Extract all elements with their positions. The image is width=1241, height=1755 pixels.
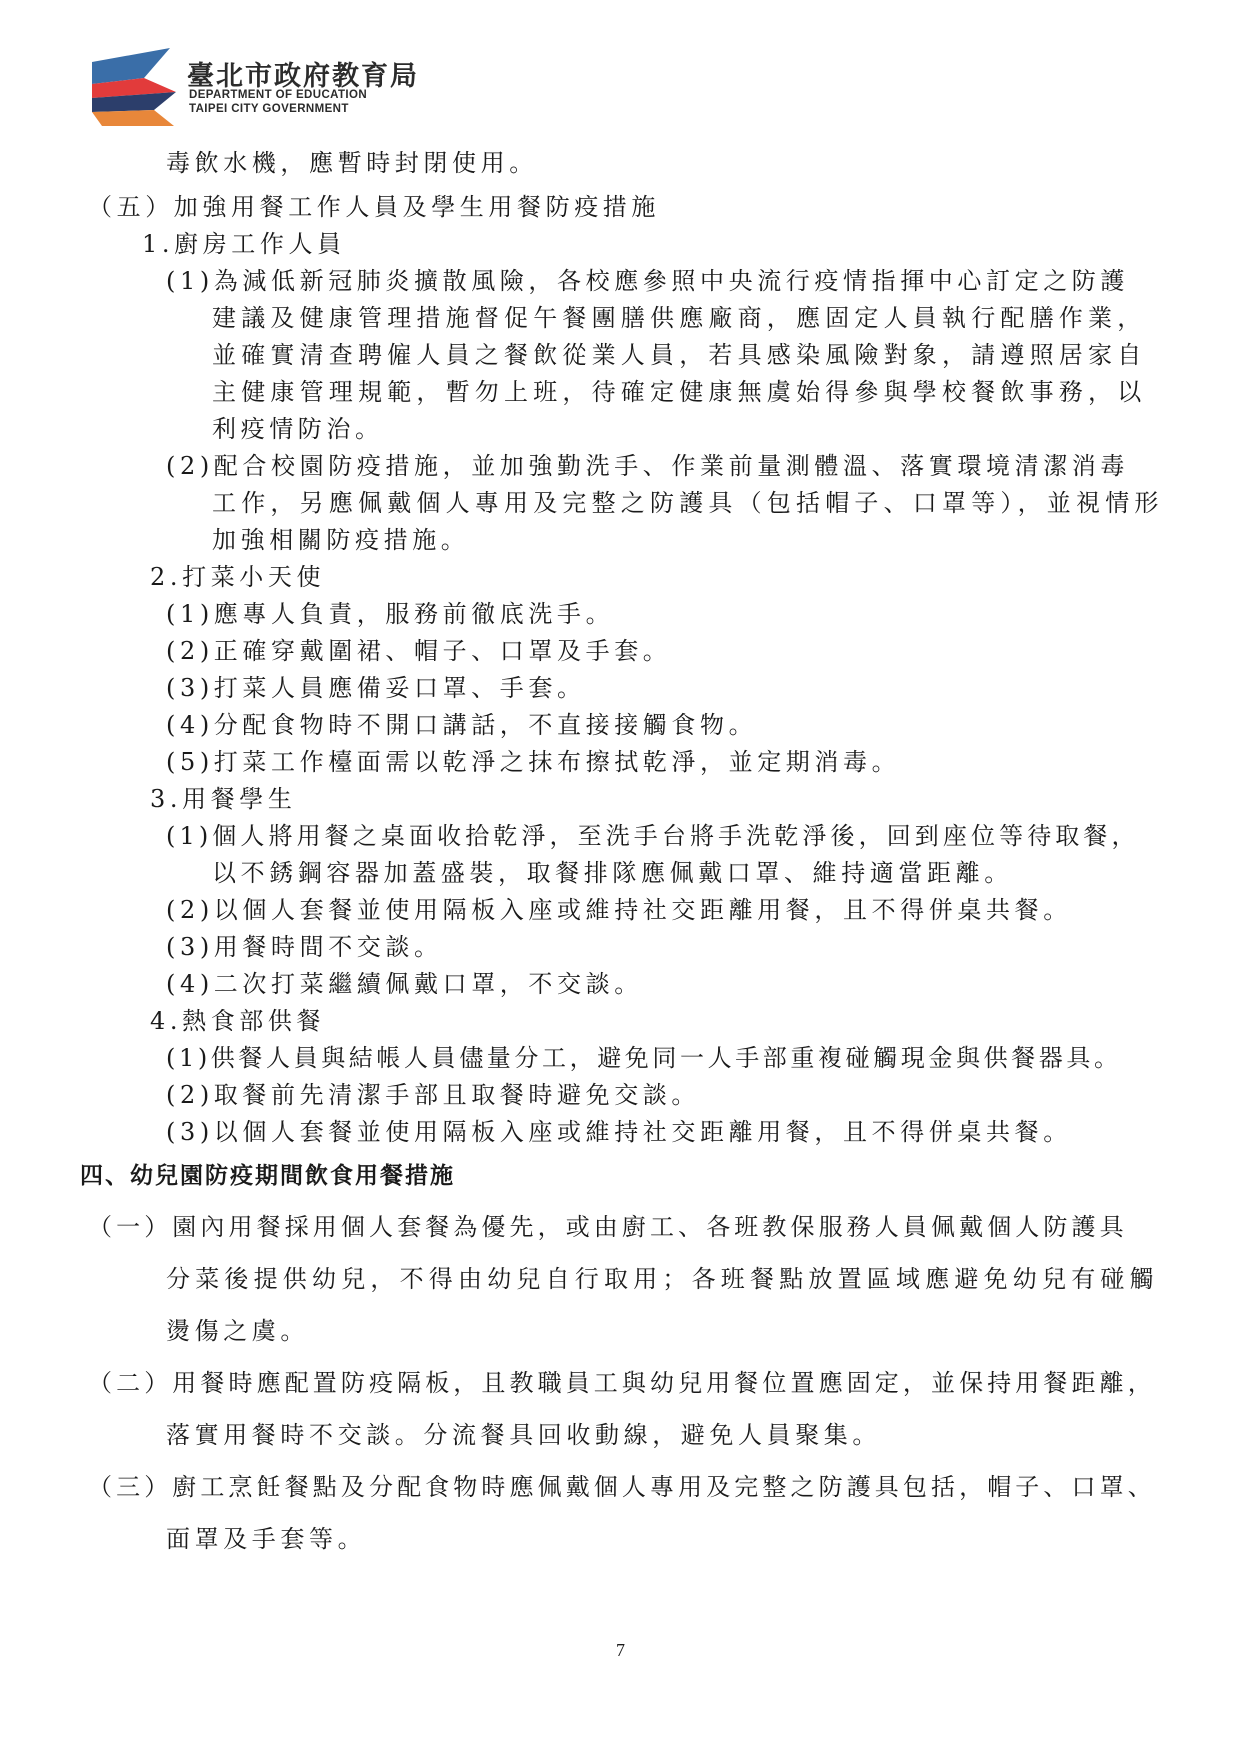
org-name-zh: 臺北市政府教育局 <box>187 61 419 92</box>
text-line: 燙傷之虞。 <box>166 1317 309 1345</box>
text-line: 工作，另應佩戴個人專用及完整之防護具（包括帽子、口罩等），並視情形 <box>212 489 1164 517</box>
text-line: 落實用餐時不交談。分流餐具回收動線，避免人員聚集。 <box>166 1421 881 1449</box>
text-line: 利疫情防治。 <box>212 415 384 443</box>
list-item: (1)應專人負責，服務前徹底洗手。 <box>166 600 615 628</box>
list-item: (1)為減低新冠肺炎擴散風險，各校應參照中央流行疫情指揮中心訂定之防護 <box>166 267 1129 295</box>
numbered-paragraph: （一）園內用餐採用個人套餐為優先，或由廚工、各班教保服務人員佩戴個人防護具 <box>88 1213 1128 1241</box>
subsection-heading: 3.用餐學生 <box>150 785 297 813</box>
numbered-paragraph: （二）用餐時應配置防疫隔板，且教職員工與幼兒用餐位置應固定，並保持用餐距離， <box>88 1369 1156 1397</box>
list-item: (3)打菜人員應備妥口罩、手套。 <box>166 674 586 702</box>
text-line: 面罩及手套等。 <box>166 1525 367 1553</box>
list-item: (4)二次打菜繼續佩戴口罩，不交談。 <box>166 970 643 998</box>
list-item: (3)以個人套餐並使用隔板入座或維持社交距離用餐，且不得併桌共餐。 <box>166 1118 1072 1146</box>
subsection-heading: 1.廚房工作人員 <box>142 230 346 258</box>
text-line: 毒飲水機，應暫時封閉使用。 <box>166 149 538 177</box>
numbered-paragraph: （三）廚工烹飪餐點及分配食物時應佩戴個人專用及完整之防護具包括，帽子、口罩、 <box>88 1473 1156 1501</box>
text-line: 並確實清查聘僱人員之餐飲從業人員，若具感染風險對象，請遵照居家自 <box>212 341 1147 369</box>
org-name-en-line2: TAIPEI CITY GOVERNMENT <box>189 103 349 115</box>
list-item: (1)個人將用餐之桌面收拾乾淨，至洗手台將手洗乾淨後，回到座位等待取餐， <box>166 822 1140 850</box>
text-line: 以不銹鋼容器加蓋盛裝，取餐排隊應佩戴口罩、維持適當距離。 <box>212 859 1013 887</box>
header <box>92 48 512 126</box>
list-item: (3)用餐時間不交談。 <box>166 933 443 961</box>
list-item: (2)正確穿戴圍裙、帽子、口罩及手套。 <box>166 637 672 665</box>
org-name-en-line1: DEPARTMENT OF EDUCATION <box>189 89 368 101</box>
text-line: 主健康管理規範，暫勿上班，待確定健康無虞始得參與學校餐飲事務，以 <box>212 378 1147 406</box>
list-item: (1)供餐人員與結帳人員儘量分工，避免同一人手部重複碰觸現金與供餐器具。 <box>166 1044 1122 1072</box>
list-item: (2)取餐前先清潔手部且取餐時避免交談。 <box>166 1081 700 1109</box>
list-item: (4)分配食物時不開口講話，不直接接觸食物。 <box>166 711 758 739</box>
text-line: 分菜後提供幼兒，不得由幼兒自行取用；各班餐點放置區域應避免幼兒有碰觸 <box>166 1265 1159 1293</box>
subsection-heading: 4.熱食部供餐 <box>150 1007 326 1035</box>
section-heading: （五）加強用餐工作人員及學生用餐防疫措施 <box>88 193 660 221</box>
chapter-heading: 四、幼兒園防疫期間飲食用餐措施 <box>80 1163 455 1189</box>
subsection-heading: 2.打菜小天使 <box>150 563 326 591</box>
page-number: 7 <box>616 1640 625 1660</box>
text-line: 加強相關防疫措施。 <box>212 526 470 554</box>
department-logo-icon <box>92 48 176 126</box>
list-item: (2)配合校園防疫措施，並加強勤洗手、作業前量測體溫、落實環境清潔消毒 <box>166 452 1129 480</box>
text-line: 建議及健康管理措施督促午餐團膳供應廠商，應固定人員執行配膳作業， <box>212 304 1147 332</box>
list-item: (5)打菜工作檯面需以乾淨之抹布擦拭乾淨，並定期消毒。 <box>166 748 901 776</box>
list-item: (2)以個人套餐並使用隔板入座或維持社交距離用餐，且不得併桌共餐。 <box>166 896 1072 924</box>
